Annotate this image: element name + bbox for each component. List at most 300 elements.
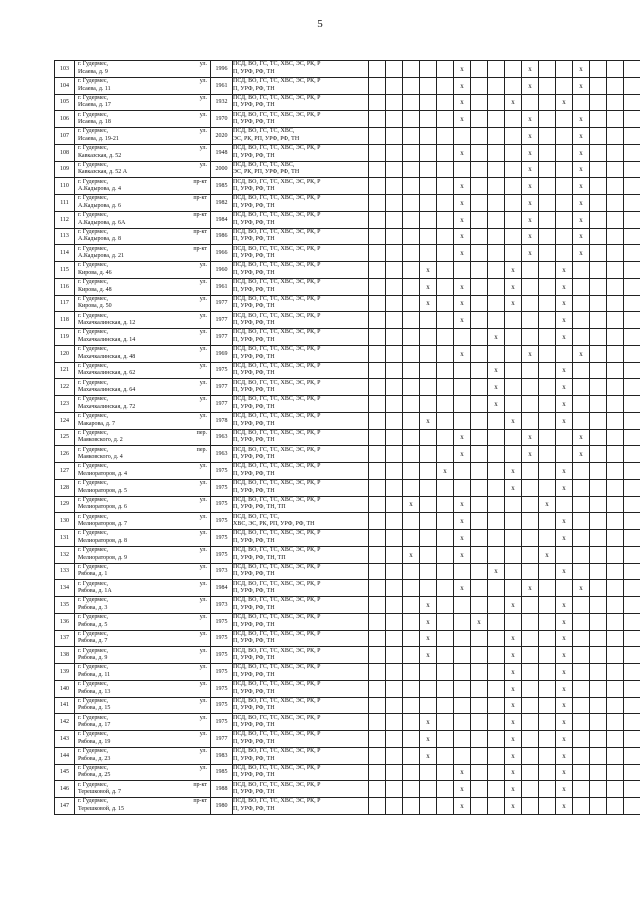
year-cell: 1977	[211, 312, 233, 329]
mark-cell	[471, 211, 488, 228]
address-street-type: ул.	[199, 647, 207, 654]
mark-cell	[454, 396, 471, 413]
mark-cell: x	[556, 379, 573, 396]
mark-cell	[369, 429, 386, 446]
mark-cell	[590, 580, 607, 597]
mark-cell	[590, 463, 607, 480]
mark-cell	[522, 412, 539, 429]
mark-cell	[420, 195, 437, 212]
mark-cell	[420, 345, 437, 362]
address-city: г. Гудермес,	[78, 94, 109, 101]
mark-cell	[420, 362, 437, 379]
mark-cell: x	[505, 295, 522, 312]
mark-cell: x	[556, 597, 573, 614]
mark-cell	[624, 463, 640, 480]
table-row	[55, 211, 640, 228]
table-row	[55, 362, 640, 379]
mark-cell: x	[522, 111, 539, 128]
row-number: 133	[55, 563, 75, 580]
address-line-1	[75, 380, 210, 388]
mark-cell	[369, 61, 386, 78]
address-city: г. Гудермес,	[78, 346, 109, 353]
year-cell: 1975	[211, 546, 233, 563]
year-cell: 1975	[211, 479, 233, 496]
mark-cell	[624, 613, 640, 630]
address-street-type: пр-кт	[193, 798, 207, 805]
mark-cell	[488, 597, 505, 614]
mark-cell: x	[556, 513, 573, 530]
services-line-2: П, УРФ, РФ, ТН	[233, 454, 275, 461]
mark-cell	[590, 412, 607, 429]
services-line-2: П, УРФ, РФ, ТН, ТП	[233, 504, 286, 511]
mark-cell	[590, 111, 607, 128]
mark-cell	[386, 513, 403, 530]
mark-cell	[369, 195, 386, 212]
mark-cell: x	[420, 747, 437, 764]
mark-cell: x	[556, 396, 573, 413]
mark-cell	[437, 379, 454, 396]
address-cell	[75, 747, 211, 764]
address-city: г. Гудермес,	[78, 379, 109, 386]
services-line-1: ПСД, ВО, ГС, ТС, ХВС, ЭС, РК, Р	[233, 614, 321, 621]
mark-cell	[369, 111, 386, 128]
mark-cell	[386, 479, 403, 496]
mark-cell	[471, 798, 488, 815]
address-street-type: ул.	[199, 563, 207, 570]
mark-cell	[420, 580, 437, 597]
mark-cell: x	[454, 94, 471, 111]
address-cell	[75, 563, 211, 580]
mark-cell	[386, 262, 403, 279]
mark-cell	[539, 764, 556, 781]
address-line-1	[75, 798, 210, 806]
mark-cell	[590, 362, 607, 379]
mark-cell	[454, 714, 471, 731]
table-row	[55, 329, 640, 346]
mark-cell	[386, 178, 403, 195]
year-cell: 1975	[211, 680, 233, 697]
services-line-2: П, УРФ, РФ, ТН	[233, 286, 275, 293]
mark-cell	[556, 61, 573, 78]
table-row	[55, 731, 640, 748]
services-line-2: П, УРФ, РФ, ТН	[233, 119, 275, 126]
mark-cell	[573, 295, 590, 312]
services-cell	[233, 77, 369, 94]
mark-cell	[403, 245, 420, 262]
address-city: г. Гудермес,	[78, 396, 109, 403]
mark-cell	[590, 94, 607, 111]
mark-cell	[437, 429, 454, 446]
mark-cell	[471, 312, 488, 329]
year-cell: 1985	[211, 178, 233, 195]
mark-cell: x	[420, 647, 437, 664]
services-cell	[233, 630, 369, 647]
address-line-1	[75, 363, 210, 371]
mark-cell	[573, 697, 590, 714]
mark-cell	[556, 195, 573, 212]
mark-cell	[420, 798, 437, 815]
mark-cell: x	[539, 496, 556, 513]
mark-cell	[556, 228, 573, 245]
mark-cell	[590, 128, 607, 145]
mark-cell	[488, 697, 505, 714]
address-street: Рябова, д. 23	[78, 755, 111, 762]
mark-cell: x	[488, 379, 505, 396]
address-street-type: ул.	[199, 312, 207, 319]
table-row	[55, 781, 640, 798]
mark-cell	[522, 312, 539, 329]
mark-cell	[420, 496, 437, 513]
address-city: г. Гудермес,	[78, 329, 109, 336]
mark-cell	[522, 597, 539, 614]
year-cell: 1960	[211, 262, 233, 279]
mark-cell: x	[420, 262, 437, 279]
row-number: 123	[55, 396, 75, 413]
mark-cell	[607, 412, 624, 429]
mark-cell	[539, 680, 556, 697]
mark-cell	[590, 697, 607, 714]
table-row	[55, 496, 640, 513]
mark-cell	[590, 446, 607, 463]
services-line-2: П, УРФ, РФ, ТН	[233, 202, 275, 209]
mark-cell	[369, 128, 386, 145]
mark-cell	[386, 412, 403, 429]
address-street: Исаева, д. 9	[78, 68, 108, 75]
mark-cell	[607, 630, 624, 647]
mark-cell: x	[420, 731, 437, 748]
mark-cell	[590, 714, 607, 731]
mark-cell	[607, 781, 624, 798]
table-row	[55, 463, 640, 480]
services-cell	[233, 496, 369, 513]
mark-cell	[454, 329, 471, 346]
mark-cell	[420, 94, 437, 111]
mark-cell	[505, 580, 522, 597]
mark-cell	[590, 295, 607, 312]
mark-cell	[420, 546, 437, 563]
mark-cell	[590, 731, 607, 748]
mark-cell	[488, 144, 505, 161]
mark-cell: x	[573, 161, 590, 178]
services-line-2: П, УРФ, РФ, ТН	[233, 320, 275, 327]
mark-cell	[369, 77, 386, 94]
address-cell	[75, 262, 211, 279]
mark-cell	[573, 312, 590, 329]
mark-cell	[454, 262, 471, 279]
address-cell	[75, 546, 211, 563]
services-line-2: П, УРФ, РФ, ТН	[233, 236, 275, 243]
address-line-1	[75, 95, 210, 103]
mark-cell	[607, 463, 624, 480]
address-city: г. Гудермес,	[78, 714, 109, 721]
mark-cell	[607, 144, 624, 161]
year-cell: 1975	[211, 613, 233, 630]
mark-cell	[573, 329, 590, 346]
mark-cell: x	[505, 697, 522, 714]
mark-cell	[590, 597, 607, 614]
mark-cell	[539, 664, 556, 681]
address-street: Макарова, д. 7	[78, 420, 115, 427]
mark-cell	[403, 195, 420, 212]
year-cell: 1984	[211, 211, 233, 228]
address-line-1	[75, 681, 210, 689]
mark-cell	[522, 513, 539, 530]
mark-cell	[403, 714, 420, 731]
mark-cell: x	[454, 111, 471, 128]
services-line-2: П, УРФ, РФ, ТН	[233, 353, 275, 360]
address-street-type: ул.	[199, 748, 207, 755]
mark-cell	[539, 580, 556, 597]
address-street-type: ул.	[199, 697, 207, 704]
mark-cell	[488, 613, 505, 630]
mark-cell	[624, 764, 640, 781]
mark-cell	[471, 178, 488, 195]
mark-cell	[556, 77, 573, 94]
address-street: Маяковского, д. 4	[78, 454, 123, 461]
mark-cell	[590, 61, 607, 78]
table-row	[55, 262, 640, 279]
mark-cell: x	[573, 128, 590, 145]
mark-cell	[386, 312, 403, 329]
table-row	[55, 798, 640, 815]
mark-cell	[403, 178, 420, 195]
services-cell	[233, 597, 369, 614]
mark-cell	[539, 312, 556, 329]
address-city: г. Гудермес,	[78, 630, 109, 637]
year-cell: 1966	[211, 245, 233, 262]
mark-cell	[454, 597, 471, 614]
mark-cell: x	[556, 613, 573, 630]
services-line-1: ПСД, ВО, ГС, ТС, ХВС, ЭС, РК, Р	[233, 647, 321, 654]
mark-cell	[539, 295, 556, 312]
year-cell: 1961	[211, 77, 233, 94]
address-street: Рябова, д. 25	[78, 772, 111, 779]
mark-cell	[369, 613, 386, 630]
mark-cell	[505, 228, 522, 245]
address-cell	[75, 61, 211, 78]
mark-cell: x	[505, 597, 522, 614]
mark-cell	[522, 463, 539, 480]
address-street: Исаева, д. 11	[78, 85, 111, 92]
mark-cell: x	[573, 245, 590, 262]
services-line-1: ПСД, ВО, ГС, ТС, ХВС, ЭС, РК, Р	[233, 563, 321, 570]
address-street: Рябова, д. 15	[78, 705, 111, 712]
address-city: г. Гудермес,	[78, 697, 109, 704]
mark-cell	[607, 312, 624, 329]
mark-cell	[488, 228, 505, 245]
year-cell: 2000	[211, 161, 233, 178]
address-street: Кирова, д. 48	[78, 286, 112, 293]
mark-cell	[556, 211, 573, 228]
mark-cell	[386, 764, 403, 781]
mark-cell	[624, 647, 640, 664]
mark-cell: x	[454, 228, 471, 245]
mark-cell: x	[454, 278, 471, 295]
mark-cell	[471, 530, 488, 547]
address-street-type: пр-кт	[193, 178, 207, 185]
mark-cell	[437, 479, 454, 496]
mark-cell	[539, 161, 556, 178]
table-row	[55, 245, 640, 262]
services-cell	[233, 278, 369, 295]
table-row	[55, 429, 640, 446]
address-street-type: ул.	[199, 597, 207, 604]
mark-cell: x	[573, 178, 590, 195]
mark-cell	[403, 563, 420, 580]
mark-cell	[471, 697, 488, 714]
mark-cell	[437, 111, 454, 128]
address-line-1	[75, 329, 210, 337]
year-cell: 1996	[211, 61, 233, 78]
row-number: 129	[55, 496, 75, 513]
mark-cell	[437, 664, 454, 681]
mark-cell	[437, 580, 454, 597]
mark-cell	[505, 530, 522, 547]
table-row	[55, 479, 640, 496]
mark-cell	[607, 278, 624, 295]
mark-cell: x	[573, 228, 590, 245]
services-cell	[233, 446, 369, 463]
mark-cell	[471, 412, 488, 429]
address-street: Исаева, д. 19-21	[78, 135, 119, 142]
mark-cell: x	[454, 580, 471, 597]
mark-cell	[573, 747, 590, 764]
services-line-2: П, УРФ, РФ, ТН	[233, 722, 275, 729]
address-street-type: пр-кт	[193, 195, 207, 202]
mark-cell: x	[573, 144, 590, 161]
year-cell: 1970	[211, 111, 233, 128]
mark-cell: x	[573, 580, 590, 597]
mark-cell	[386, 546, 403, 563]
mark-cell: x	[556, 412, 573, 429]
address-line-1	[75, 480, 210, 488]
services-line-1: ПСД, ВО, ГС, ТС, ХВС, ЭС, РК, Р	[233, 78, 321, 85]
address-street-type: пер.	[196, 446, 207, 453]
mark-cell	[607, 128, 624, 145]
mark-cell	[488, 747, 505, 764]
mark-cell	[522, 798, 539, 815]
mark-cell	[437, 61, 454, 78]
mark-cell	[437, 530, 454, 547]
mark-cell	[437, 77, 454, 94]
row-number: 124	[55, 412, 75, 429]
address-cell	[75, 329, 211, 346]
mark-cell: x	[556, 463, 573, 480]
services-line-2: П, УРФ, РФ, ТН	[233, 470, 275, 477]
mark-cell	[454, 379, 471, 396]
services-cell	[233, 697, 369, 714]
mark-cell	[624, 144, 640, 161]
mark-cell	[624, 697, 640, 714]
services-cell	[233, 798, 369, 815]
address-street: Терешковой, д. 15	[78, 805, 125, 812]
address-cell	[75, 345, 211, 362]
mark-cell: x	[556, 664, 573, 681]
address-cell	[75, 781, 211, 798]
mark-cell	[624, 61, 640, 78]
address-cell	[75, 479, 211, 496]
mark-cell	[420, 144, 437, 161]
services-cell	[233, 362, 369, 379]
mark-cell	[488, 429, 505, 446]
address-cell	[75, 312, 211, 329]
table-row	[55, 345, 640, 362]
mark-cell	[607, 295, 624, 312]
mark-cell	[607, 362, 624, 379]
mark-cell	[539, 530, 556, 547]
services-cell	[233, 329, 369, 346]
mark-cell	[386, 161, 403, 178]
mark-cell	[573, 798, 590, 815]
mark-cell	[471, 496, 488, 513]
address-line-1	[75, 413, 210, 421]
mark-cell	[471, 546, 488, 563]
table-row	[55, 295, 640, 312]
mark-cell	[624, 731, 640, 748]
mark-cell	[369, 379, 386, 396]
row-number: 118	[55, 312, 75, 329]
address-street-type: ул.	[199, 681, 207, 688]
services-line-2: П, УРФ, РФ, ТН	[233, 738, 275, 745]
mark-cell	[437, 731, 454, 748]
mark-cell	[386, 128, 403, 145]
services-cell	[233, 530, 369, 547]
table-row	[55, 128, 640, 145]
mark-cell: x	[488, 563, 505, 580]
mark-cell	[488, 295, 505, 312]
row-number: 122	[55, 379, 75, 396]
address-cell	[75, 697, 211, 714]
mark-cell	[488, 312, 505, 329]
address-street-type: пр-кт	[193, 228, 207, 235]
address-city: г. Гудермес,	[78, 681, 109, 688]
mark-cell	[369, 295, 386, 312]
address-street: Рябова, д. 13	[78, 688, 111, 695]
mark-cell	[539, 144, 556, 161]
services-line-2: П, УРФ, РФ, ТН	[233, 789, 275, 796]
mark-cell	[420, 61, 437, 78]
address-cell	[75, 580, 211, 597]
services-line-1: ПСД, ВО, ГС, ТС, ХВС, ЭС, РК, Р	[233, 111, 321, 118]
mark-cell: x	[454, 546, 471, 563]
mark-cell	[539, 647, 556, 664]
mark-cell	[403, 747, 420, 764]
address-city: г. Гудермес,	[78, 580, 109, 587]
mark-cell	[624, 295, 640, 312]
address-street-type: ул.	[199, 262, 207, 269]
mark-cell	[573, 412, 590, 429]
mark-cell	[624, 178, 640, 195]
mark-cell	[437, 161, 454, 178]
address-line-1	[75, 212, 210, 220]
mark-cell	[471, 144, 488, 161]
mark-cell	[556, 161, 573, 178]
address-street-type: ул.	[199, 295, 207, 302]
address-street-type: ул.	[199, 362, 207, 369]
mark-cell	[437, 245, 454, 262]
mark-cell	[573, 513, 590, 530]
mark-cell	[369, 781, 386, 798]
year-cell: 1963	[211, 429, 233, 446]
table-row	[55, 714, 640, 731]
mark-cell	[505, 329, 522, 346]
mark-cell	[386, 647, 403, 664]
services-line-2: П, УРФ, РФ, ТН	[233, 571, 275, 578]
address-street: А.Кадырова, д. 6А	[78, 219, 126, 226]
address-city: г. Гудермес,	[78, 413, 109, 420]
mark-cell	[607, 647, 624, 664]
address-cell	[75, 731, 211, 748]
